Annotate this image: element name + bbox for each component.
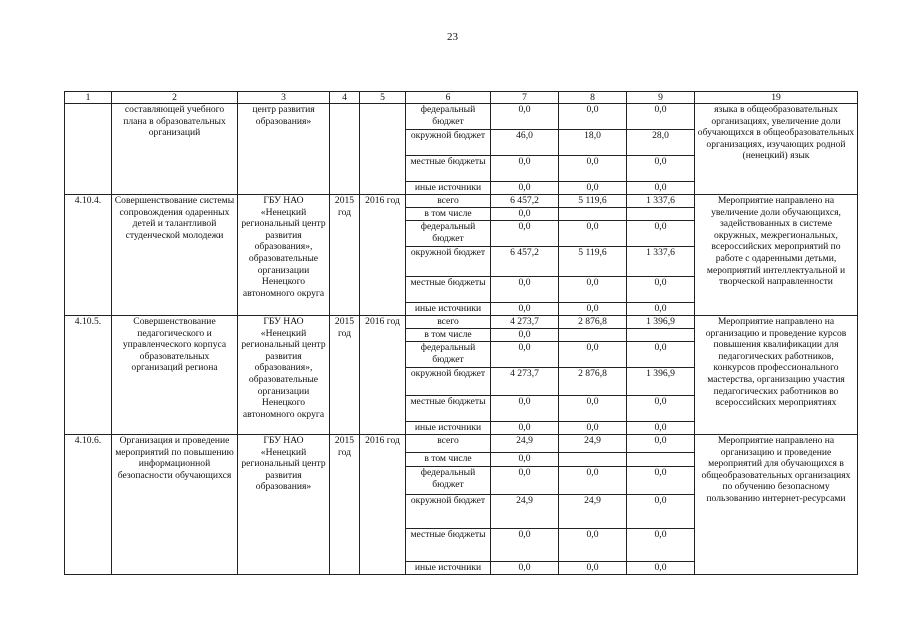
value-col7: 0,0: [491, 277, 559, 303]
funding-source: федеральный бюджет: [406, 221, 491, 247]
funding-source: федеральный бюджет: [406, 104, 491, 130]
value-col9: 0,0: [627, 277, 695, 303]
value-col8: 0,0: [559, 342, 627, 368]
value-col8: [559, 208, 627, 221]
item-executor: ГБУ НАО «Ненецкий региональный центр развития образования»: [238, 435, 330, 575]
value-col8: 0,0: [559, 277, 627, 303]
value-col8: 24,9: [559, 435, 627, 453]
funding-source: иные источники: [406, 182, 491, 195]
col-header: 3: [238, 92, 330, 104]
funding-source: местные бюджеты: [406, 277, 491, 303]
value-col9: 0,0: [627, 156, 695, 182]
item-number: [65, 104, 112, 195]
value-col8: 0,0: [559, 562, 627, 575]
value-col9: [627, 329, 695, 342]
value-col9: 0,0: [627, 529, 695, 562]
value-col7: 24,9: [491, 495, 559, 529]
item-result: Мероприятие направлено на увеличение доли обучающихся, задействованных в системе окружных, межрегиональных, всероссийских мероприятий по работе с одаренными детьми, мероприятий интеллектуальной и творческой направленности: [695, 195, 858, 316]
funding-source: окружной бюджет: [406, 247, 491, 277]
value-col9: 1 337,6: [627, 247, 695, 277]
value-col9: 0,0: [627, 221, 695, 247]
funding-source: местные бюджеты: [406, 156, 491, 182]
value-col7: 0,0: [491, 303, 559, 316]
value-col7: 46,0: [491, 130, 559, 156]
value-col9: 0,0: [627, 104, 695, 130]
value-col9: 28,0: [627, 130, 695, 156]
item-result: Мероприятие направлено на организацию и проведение курсов повышения квалификации для педагогических работников, конкурсов профессионального мастерства, организацию участия педагогических работников во всероссийских мероприятиях: [695, 316, 858, 435]
value-col8: 2 876,8: [559, 316, 627, 329]
value-col7: 0,0: [491, 529, 559, 562]
value-col7: 6 457,2: [491, 247, 559, 277]
value-col7: 4 273,7: [491, 316, 559, 329]
value-col8: 0,0: [559, 529, 627, 562]
value-col8: 0,0: [559, 303, 627, 316]
col-header: 8: [559, 92, 627, 104]
value-col7: 0,0: [491, 208, 559, 221]
value-col8: 2 876,8: [559, 368, 627, 396]
value-col9: 0,0: [627, 396, 695, 422]
funding-source: окружной бюджет: [406, 130, 491, 156]
value-col7: 0,0: [491, 329, 559, 342]
col-header: 5: [360, 92, 406, 104]
value-col8: [559, 329, 627, 342]
item-end-year: 2016 год: [360, 316, 406, 435]
value-col9: 1 337,6: [627, 195, 695, 208]
item-executor: ГБУ НАО «Ненецкий региональный центр развития образования», образовательные организации Ненецкого автономного округа: [238, 316, 330, 435]
value-col8: 24,9: [559, 495, 627, 529]
table-row: [65, 316, 858, 329]
col-header: 4: [330, 92, 360, 104]
item-start-year: 2015 год: [330, 195, 360, 316]
value-col8: [559, 453, 627, 467]
item-name: Организация и проведение мероприятий по повышению информационной безопасности обучающихся: [112, 435, 238, 575]
value-col7: 24,9: [491, 435, 559, 453]
value-col7: 0,0: [491, 221, 559, 247]
budget-table: [64, 91, 858, 575]
item-name: составляющей учебного плана в образовательных организаций: [112, 104, 238, 195]
value-col8: 5 119,6: [559, 195, 627, 208]
value-col9: 1 396,9: [627, 368, 695, 396]
value-col7: 0,0: [491, 453, 559, 467]
funding-source: местные бюджеты: [406, 529, 491, 562]
item-start-year: [330, 104, 360, 195]
value-col8: 0,0: [559, 221, 627, 247]
col-header: 2: [112, 92, 238, 104]
value-col7: 0,0: [491, 156, 559, 182]
funding-source: в том числе: [406, 453, 491, 467]
item-start-year: 2015 год: [330, 316, 360, 435]
funding-source: всего: [406, 316, 491, 329]
funding-source: всего: [406, 435, 491, 453]
col-header: 19: [695, 92, 858, 104]
value-col9: 0,0: [627, 342, 695, 368]
funding-source: местные бюджеты: [406, 396, 491, 422]
col-header: 7: [491, 92, 559, 104]
value-col8: 5 119,6: [559, 247, 627, 277]
item-name: Совершенствование педагогического и управленческого корпуса образовательных организаций региона: [112, 316, 238, 435]
value-col9: 0,0: [627, 562, 695, 575]
value-col7: 0,0: [491, 562, 559, 575]
item-end-year: 2016 год: [360, 435, 406, 575]
value-col9: 0,0: [627, 182, 695, 195]
value-col9: 0,0: [627, 467, 695, 495]
item-start-year: 2015 год: [330, 435, 360, 575]
value-col7: 4 273,7: [491, 368, 559, 396]
item-end-year: 2016 год: [360, 195, 406, 316]
item-number: 4.10.6.: [65, 435, 112, 575]
item-result: языка в общеобразовательных организациях, увеличение доли обучающихся в общеобразовательных организациях, изучающих родной (ненецкий) язык: [695, 104, 858, 195]
funding-source: федеральный бюджет: [406, 467, 491, 495]
col-header: 1: [65, 92, 112, 104]
page-number: 23: [447, 31, 458, 43]
funding-source: иные источники: [406, 422, 491, 435]
table-row: [65, 104, 858, 130]
value-col9: 0,0: [627, 495, 695, 529]
value-col7: 0,0: [491, 182, 559, 195]
item-number: 4.10.4.: [65, 195, 112, 316]
funding-source: иные источники: [406, 303, 491, 316]
value-col8: 0,0: [559, 182, 627, 195]
funding-source: в том числе: [406, 329, 491, 342]
value-col7: 0,0: [491, 467, 559, 495]
value-col7: 0,0: [491, 422, 559, 435]
funding-source: окружной бюджет: [406, 495, 491, 529]
value-col8: 0,0: [559, 104, 627, 130]
value-col7: 0,0: [491, 396, 559, 422]
value-col9: 0,0: [627, 422, 695, 435]
col-header: 9: [627, 92, 695, 104]
funding-source: федеральный бюджет: [406, 342, 491, 368]
value-col8: 0,0: [559, 422, 627, 435]
value-col9: 0,0: [627, 303, 695, 316]
item-name: Совершенствование системы сопровождения одаренных детей и талантливой студенческой молодежи: [112, 195, 238, 316]
funding-source: в том числе: [406, 208, 491, 221]
value-col9: 1 396,9: [627, 316, 695, 329]
value-col7: 0,0: [491, 104, 559, 130]
column-number-row: [65, 92, 858, 104]
value-col7: 0,0: [491, 342, 559, 368]
value-col9: 0,0: [627, 435, 695, 453]
funding-source: всего: [406, 195, 491, 208]
value-col9: [627, 208, 695, 221]
item-executor: центр развития образования»: [238, 104, 330, 195]
col-header: 6: [406, 92, 491, 104]
value-col8: 18,0: [559, 130, 627, 156]
value-col8: 0,0: [559, 156, 627, 182]
item-result: Мероприятие направлено на организацию и проведение мероприятий для обучающихся в общеобразовательных организациях по обучению безопасному пользованию интернет-ресурсами: [695, 435, 858, 575]
funding-source: иные источники: [406, 562, 491, 575]
item-end-year: [360, 104, 406, 195]
table-row: [65, 435, 858, 453]
item-executor: ГБУ НАО «Ненецкий региональный центр развития образования», образовательные организации Ненецкого автономного округа: [238, 195, 330, 316]
value-col8: 0,0: [559, 467, 627, 495]
item-number: 4.10.5.: [65, 316, 112, 435]
value-col9: [627, 453, 695, 467]
value-col7: 6 457,2: [491, 195, 559, 208]
funding-source: окружной бюджет: [406, 368, 491, 396]
table-row: [65, 195, 858, 208]
value-col8: 0,0: [559, 396, 627, 422]
